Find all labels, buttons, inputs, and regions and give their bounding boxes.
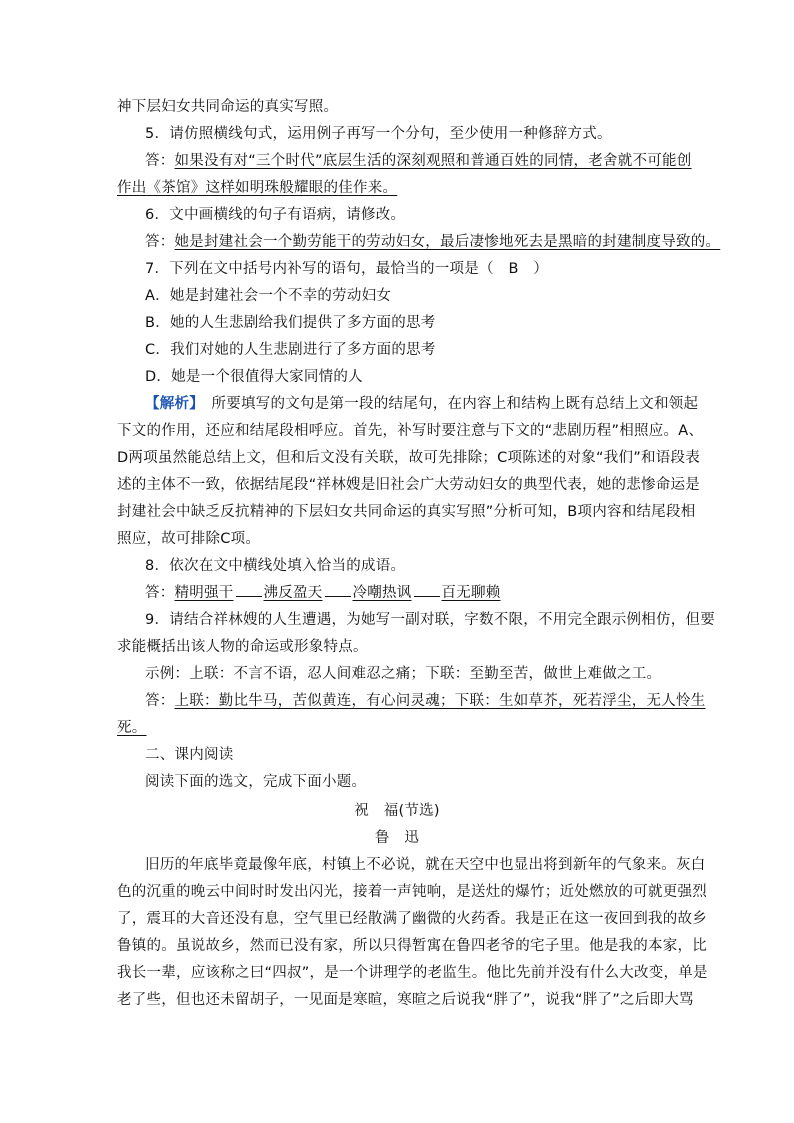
answer-label: 答： bbox=[145, 234, 175, 250]
answer-text: 死。 bbox=[117, 720, 147, 736]
question-5: 5．请仿照横线句式，运用例子再写一个分句，至少使用一种修辞方式。 bbox=[145, 126, 612, 142]
blank-line bbox=[236, 584, 262, 597]
answer-label: 答： bbox=[145, 693, 175, 709]
option-b: B．她的人生悲剧给我们提供了多方面的思考 bbox=[145, 315, 436, 331]
answer-label: 答： bbox=[145, 153, 175, 169]
idiom-4: 百无聊赖 bbox=[441, 585, 501, 601]
analysis-text: 所要填写的文句是第一段的结尾句，在内容上和结构上既有总结上文和领起 bbox=[196, 396, 699, 412]
answer-9-cont bbox=[117, 718, 685, 738]
instruction: 阅读下面的选文，完成下面小题。 bbox=[145, 774, 367, 790]
analysis-text: 下文的作用，还应和结尾段相呼应。首先，补写时要注意与下文的“悲剧历程”相照应。A、 bbox=[117, 423, 704, 439]
analysis-text: 照应，故可排除C项。 bbox=[117, 531, 261, 547]
answer-text: 她是封建社会一个勤劳能干的劳动妇女，最后凄惨地死去是黑暗的封建制度导致的。 bbox=[174, 234, 721, 250]
option-a: A．她是封建社会一个不幸的劳动妇女 bbox=[145, 288, 392, 304]
passage-text: 鲁镇的。虽说故乡，然而已没有家，所以只得暂寓在鲁四老爷的宅子里。他是我的本家，比 bbox=[117, 938, 707, 954]
analysis-text: 封建社会中缺乏反抗精神的下层妇女共同命运的真实写照”分析可知，B项内容和结尾段相 bbox=[117, 504, 696, 520]
option-d: D．她是一个很值得大家同情的人 bbox=[145, 369, 363, 385]
question-6: 6．文中画横线的句子有语病，请修改。 bbox=[145, 207, 406, 223]
answer-label: 答： bbox=[145, 585, 175, 601]
answer-5 bbox=[145, 151, 713, 171]
passage-author: 鲁 迅 bbox=[374, 830, 420, 846]
passage-text: 色的沉重的晚云中间时时发出闪光，接着一声钝响，是送灶的爆竹；近处燃放的可就更强烈 bbox=[117, 884, 707, 900]
answer-6 bbox=[145, 232, 721, 252]
answer-8 bbox=[145, 583, 713, 603]
question-9-cont: 求能概括出该人物的命运或形象特点。 bbox=[117, 639, 368, 655]
answer-9 bbox=[145, 691, 713, 711]
idiom-1: 精明强干 bbox=[174, 585, 234, 601]
blank-line bbox=[414, 584, 440, 597]
analysis-text: D两项虽然能总结上文，但和后文没有关联，故可先排除；C项陈述的对象“我们”和语段表 bbox=[117, 450, 701, 466]
answer-text: 如果没有对“三个时代”底层生活的深刻观照和普通百姓的同情，老舍就不可能创 bbox=[174, 153, 692, 169]
question-9: 9．请结合祥林嫂的人生遭遇，为她写一副对联，字数不限，不用完全跟示例相仿，但要 bbox=[145, 612, 715, 628]
passage-text: 旧历的年底毕竟最像年底，村镇上不必说，就在天空中也显出将到新年的气象来。灰白 bbox=[145, 857, 706, 873]
answer-5-cont bbox=[117, 178, 685, 198]
section-heading: 二、课内阅读 bbox=[145, 747, 234, 763]
example-9: 示例：上联：不言不语，忍人间难忍之痛；下联：至勤至苦，做世上难做之工。 bbox=[145, 666, 662, 682]
blank-line bbox=[325, 584, 351, 597]
passage-text: 我长一辈，应该称之曰“四叔”，是一个讲理学的老监生。他比先前并没有什么大改变，单是 bbox=[117, 965, 708, 981]
passage-text: 了，震耳的大音还没有息，空气里已经散满了幽微的火药香。我是正在这一夜回到我的故乡 bbox=[117, 911, 707, 927]
question-8: 8．依次在文中横线处填入恰当的成语。 bbox=[145, 558, 406, 574]
passage-text: 老了些，但也还未留胡子，一见面是寒暄，寒暄之后说我“胖了”，说我“胖了”之后即大骂 bbox=[117, 992, 694, 1008]
passage-title: 祝 福(节选) bbox=[354, 803, 440, 819]
text-line: 神下层妇女共同命运的真实写照。 bbox=[117, 99, 339, 115]
idiom-2: 沸反盈天 bbox=[263, 585, 323, 601]
option-c: C．我们对她的人生悲剧进行了多方面的思考 bbox=[145, 342, 436, 358]
answer-text: 上联：勤比牛马，苦似黄连，有心问灵魂；下联：生如草芥，死若浮尘，无人怜生 bbox=[174, 693, 706, 709]
analysis bbox=[145, 394, 713, 414]
idiom-3: 冷嘲热讽 bbox=[352, 585, 412, 601]
answer-text: 作出《茶馆》这样如明珠般耀眼的佳作来。 bbox=[117, 180, 398, 196]
analysis-tag: 【解析】 bbox=[145, 396, 197, 412]
analysis-text: 述的主体不一致，依据结尾段“祥林嫂是旧社会广大劳动妇女的典型代表，她的悲惨命运是 bbox=[117, 477, 701, 493]
question-7: 7．下列在文中括号内补写的语句，最恰当的一项是（ B ） bbox=[145, 261, 549, 277]
